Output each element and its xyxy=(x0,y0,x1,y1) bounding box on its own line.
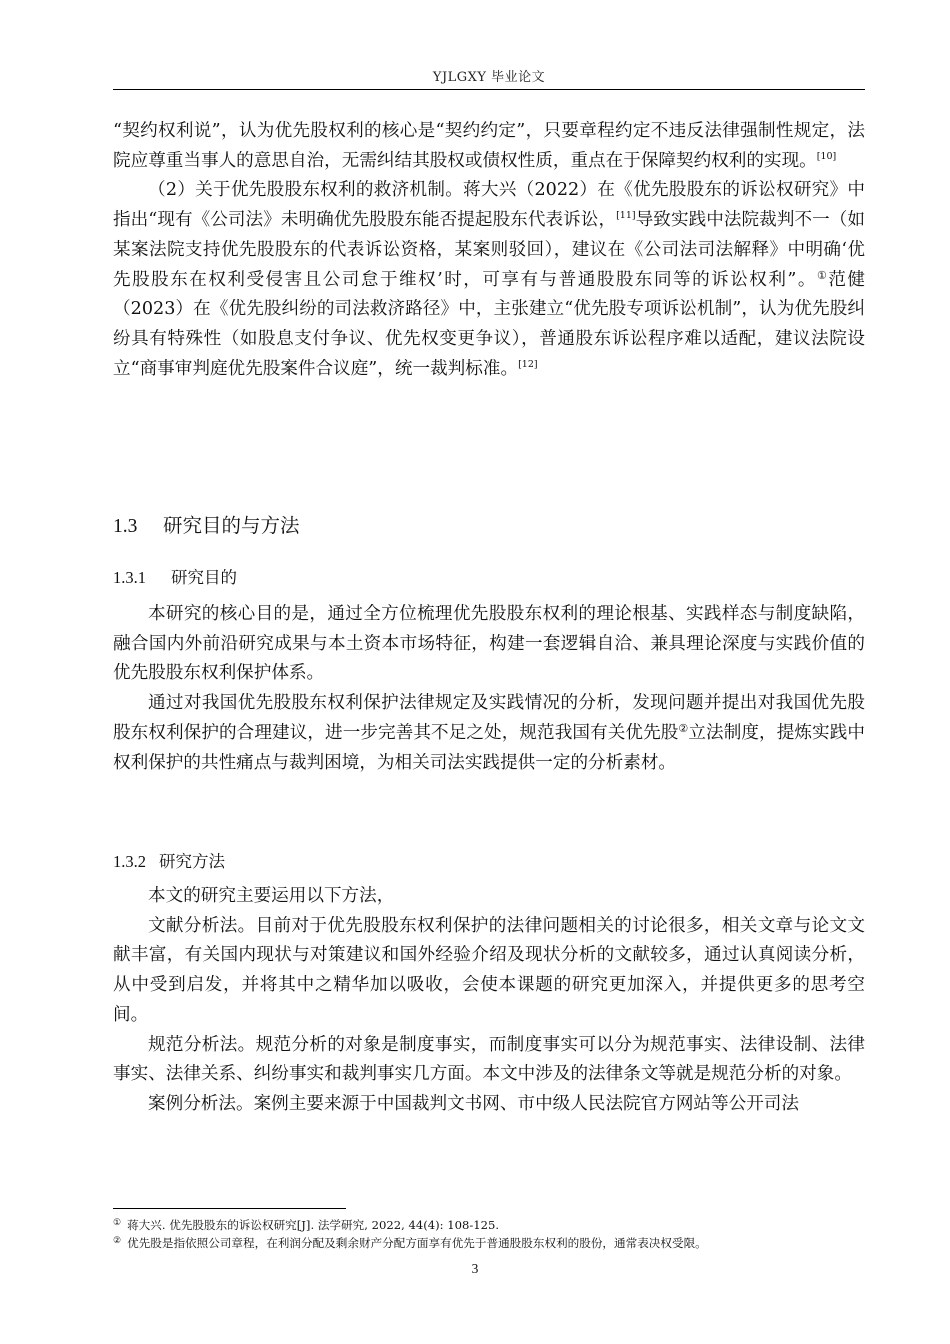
section-title: 研究目的与方法 xyxy=(163,514,300,537)
footnote-mark: ① xyxy=(113,1218,122,1228)
footnote-marker: ② xyxy=(678,721,689,735)
paragraph-text: 通过对我国优先股股东权利保护法律规定及实践情况的分析，发现问题并提出对我国优先股股东权利保护的合理建议，进一步完善其不足之处，规范我国有关优先股 xyxy=(113,693,865,743)
footnote xyxy=(113,1215,873,1233)
footnote xyxy=(113,1233,873,1251)
footnote-text: 优先股是指依照公司章程，在利润分配及剩余财产分配方面享有优先于普通股股东权利的股份，通常表决权受限。 xyxy=(127,1236,707,1250)
header-rule xyxy=(113,89,865,90)
paragraph: 文献分析法。目前对于优先股股东权利保护的法律问题相关的讨论很多，相关文章与论文文献丰富，有关国内现状与对策建议和国外经验介绍及现状分析的文献较多，通过认真阅读分析，从中受到启发，并将其中之精华加以吸收，会使本课题的研究更加深入，并提供更多的思考空间。 xyxy=(113,915,865,1025)
paragraph-text: 导致实践中法院裁判不一（如某案法院支持优先股股东的代表诉讼资格，某案则驳回），建议在《公司法司法解释》中明确‘优先股股东在权利受侵害且公司怠于维权’时，可享有与普通股股东同等的诉讼权利”。 xyxy=(113,210,865,290)
paragraph: 本研究的核心目的是，通过全方位梳理优先股股东权利的理论根基、实践样态与制度缺陷，融合国内外前沿研究成果与本土资本市场特征，构建一套逻辑自洽、兼具理论深度与实践价值的优先股股东权利保护体系。 xyxy=(113,604,865,684)
paragraph-text: （2）关于优先股股东权利的救济机制。蒋大兴（2022）在《优先股股东的诉讼权研究》中指出“现有《公司法》未明确优先股股东能否提起股东代表诉讼， xyxy=(113,180,865,231)
subsection-number: 1.3.1 xyxy=(113,568,146,587)
text-block-1 xyxy=(113,117,865,384)
section-number: 1.3 xyxy=(113,516,138,537)
paragraph-text: “契约权利说”，认为优先股权利的核心是“契约约定”，只要章程约定不违反法律强制性规定，法院应尊重当事人的意思自治，无需纠结其股权或债权性质，重点在于保障契约权利的实现。 xyxy=(113,121,865,171)
paragraph xyxy=(113,117,865,176)
paragraph: 案例分析法。案例主要来源于中国裁判文书网、市中级人民法院官方网站等公开司法 xyxy=(148,1093,799,1114)
paragraph xyxy=(113,689,865,778)
text-block-3 xyxy=(113,882,865,1120)
citation-ref: [10] xyxy=(816,150,837,162)
subsection-heading xyxy=(113,848,225,872)
paragraph: 本文的研究主要运用以下方法， xyxy=(148,886,395,906)
citation-ref: [11] xyxy=(616,210,636,222)
footnote-rule xyxy=(113,1208,346,1209)
subsection-title: 研究目的 xyxy=(171,568,237,587)
footnote-text: 蒋大兴. 优先股股东的诉讼权研究[J]. 法学研究, 2022, 44(4): 108-125. xyxy=(127,1218,500,1232)
page-number: 3 xyxy=(471,1261,479,1276)
subsection-title: 研究方法 xyxy=(159,852,225,871)
footnote-mark: ② xyxy=(113,1236,122,1246)
paragraph xyxy=(113,176,865,384)
citation-ref: [12] xyxy=(518,358,538,370)
page-header: YJLGXY 毕业论文 xyxy=(432,70,546,85)
paragraph-text: 立法制度，提炼实践中权利保护的共性痛点与裁判困境，为相关司法实践提供一定的分析素材。 xyxy=(113,722,865,773)
paragraph-text: 范健（2023）在《优先股纠纷的司法救济路径》中，主张建立“优先股专项诉讼机制”，认为优先股纠纷具有特殊性（如股息支付争议、优先权变更争议），普通股东诉讼程序难以适配，建议法院设立“商事审判庭优先股案件合议庭”，统一裁判标准。 xyxy=(113,269,865,379)
footnote-marker: ① xyxy=(816,268,829,282)
paragraph: 规范分析法。规范分析的对象是制度事实，而制度事实可以分为规范事实、法律设制、法律事实、法律关系、纠纷事实和裁判事实几方面。本文中涉及的法律条文等就是规范分析的对象。 xyxy=(113,1034,865,1085)
section-heading xyxy=(113,510,300,538)
text-block-2 xyxy=(113,600,865,778)
subsection-heading xyxy=(113,564,237,588)
subsection-number: 1.3.2 xyxy=(113,852,146,871)
